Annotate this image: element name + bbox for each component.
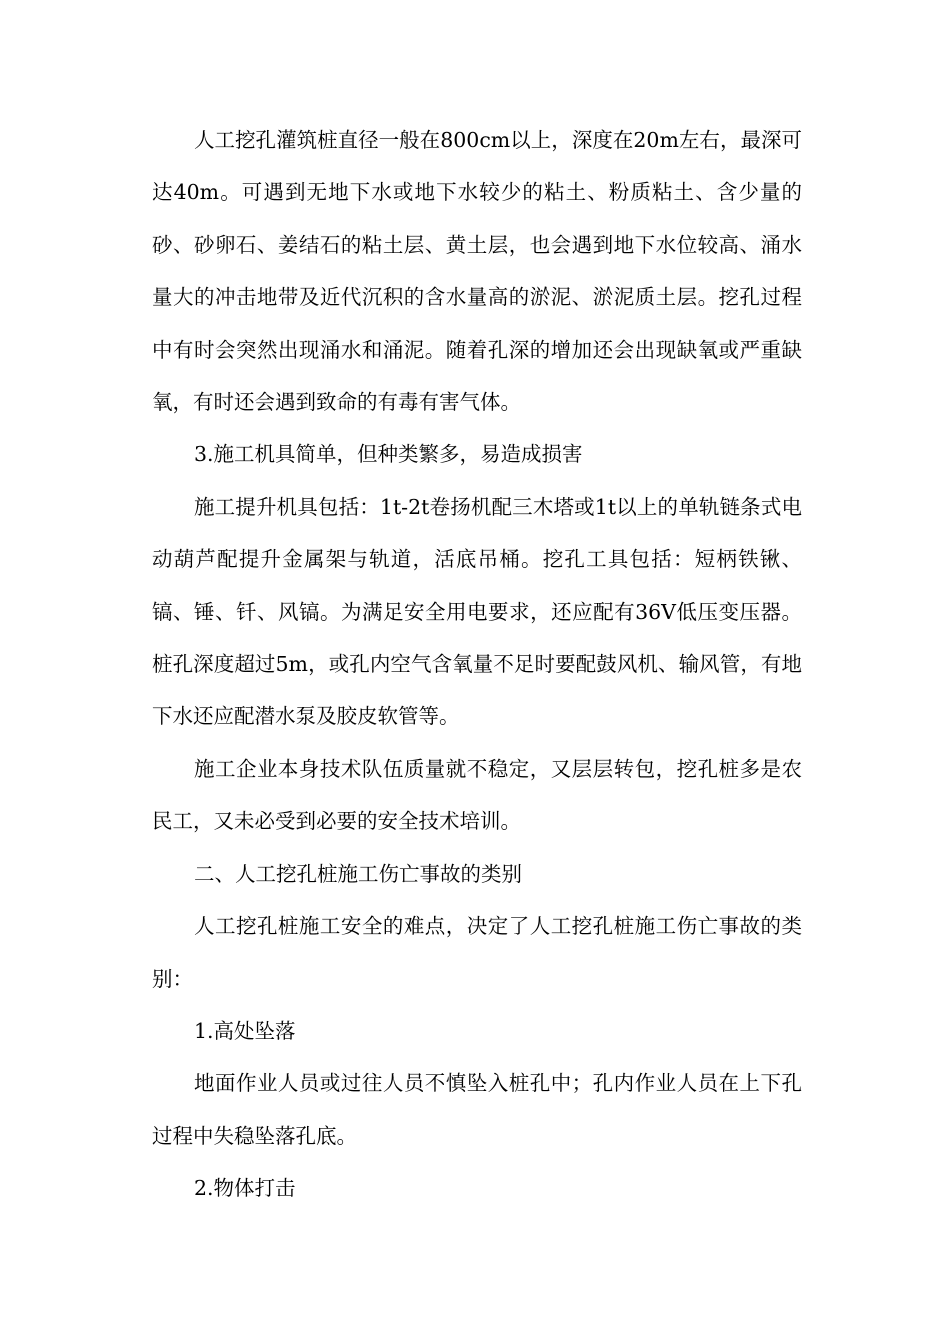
heading-machinery: 3.施工机具简单，但种类繁多，易造成损害 <box>194 442 583 467</box>
paragraph-categories-intro: 人工挖孔桩施工安全的难点，决定了人工挖孔桩施工伤亡事故的类别： <box>152 914 802 991</box>
paragraph-workforce: 施工企业本身技术队伍质量就不稳定，又层层转包，挖孔桩多是农民工，又未必受到必要的安全技术培训。 <box>152 756 802 834</box>
heading-falling: 1.高处坠落 <box>194 1018 296 1043</box>
paragraph-machinery-list: 施工提升机具包括：1t-2t卷扬机配三木塔或1t以上的单轨链条式电动葫芦配提升金属架与轨道，活底吊桶。挖孔工具包括：短柄铁锹、镐、锤、钎、风镐。为满足安全用电要求，还应配有36V低压变压器。桩孔深度超过5m，或孔内空气含氧量不足时要配鼓风机、输风管，有地下水还应配潜水泵及胶皮软管等。 <box>152 494 802 729</box>
paragraph-pile-conditions: 人工挖孔灌筑桩直径一般在800cm以上，深度在20m左右，最深可达40m。可遇到无地下水或地下水较少的粘土、粉质粘土、含少量的砂、砂卵石、姜结石的粘土层、黄土层，也会遇到地下水位较高、涌水量大的冲击地带及近代沉积的含水量高的淤泥、淤泥质土层。挖孔过程中有时会突然出现涌水和涌泥。随着孔深的增加还会出现缺氧或严重缺氧，有时还会遇到致命的有毒有害气体。 <box>152 128 802 415</box>
paragraph-falling: 地面作业人员或过往人员不慎坠入桩孔中；孔内作业人员在上下孔过程中失稳坠落孔底。 <box>152 1071 802 1148</box>
document-body <box>152 114 802 1215</box>
heading-accident-categories: 二、人工挖孔桩施工伤亡事故的类别 <box>194 861 522 886</box>
heading-object-strike: 2.物体打击 <box>194 1176 296 1201</box>
